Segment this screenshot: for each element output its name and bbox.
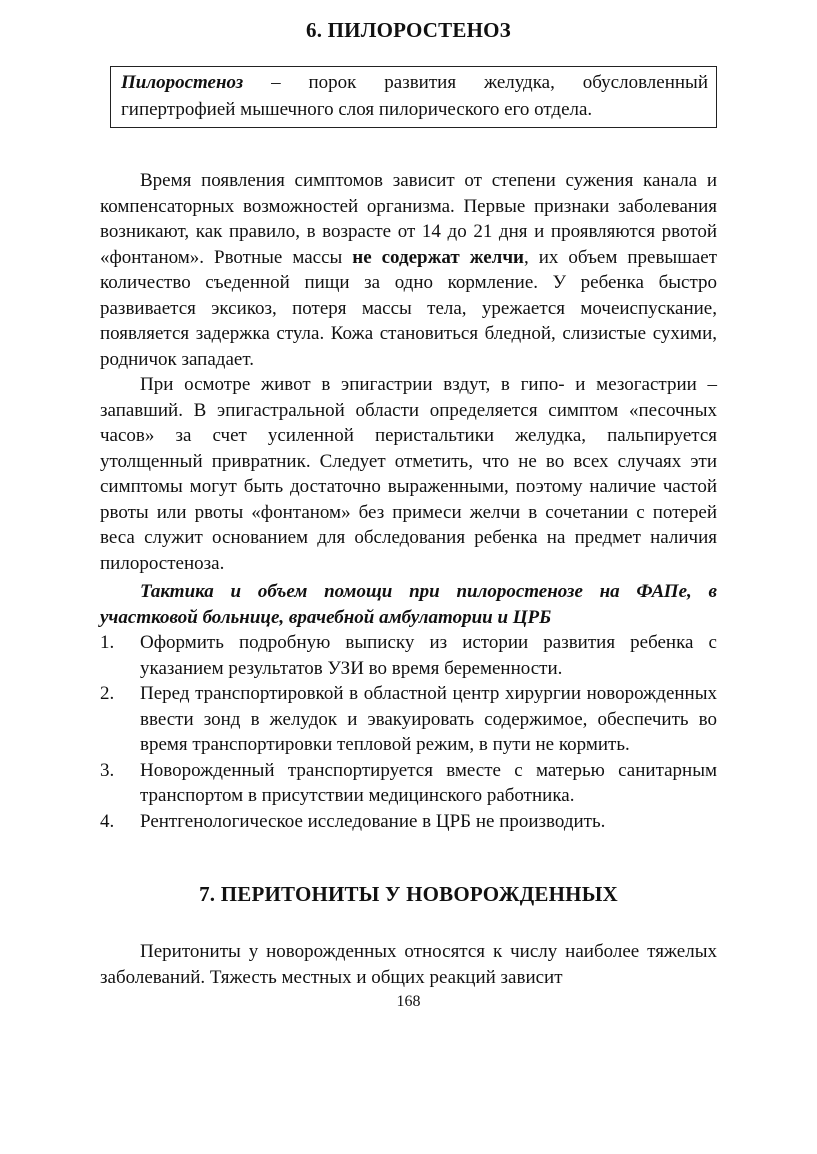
paragraph-examination: При осмотре живот в эпигастрии вздут, в гипо- и мезогастрии – запавший. В эпигастральной области определяется симптом «песочных часов» за счет усиленной перистальтики желудка, пальпируется утолщенный привратник. Следует отметить, что не во всех случаях эти симптомы могут быть достаточно выраженными, поэтому наличие частой рвоты или рвоты «фонтаном» без примеси желчи в сочетании с потерей веса служит основанием для обследования ребенка на предмет наличия пилоростеноза. — [100, 374, 717, 574]
document-page — [100, 18, 717, 1011]
list-item — [100, 758, 717, 809]
list-item — [100, 630, 717, 681]
list-item-text: Новорожденный транспортируется вместе с матерью санитарным транспортом в присутствии медицинского работника. — [140, 759, 717, 806]
list-item-number: 4. — [100, 810, 115, 832]
definition-box — [110, 66, 717, 128]
section-7-title: 7. ПЕРИТОНИТЫ У НОВОРОЖДЕННЫХ — [199, 882, 618, 906]
definition-text: – порок развития желудка, обусловленный гипертрофией мышечного слоя пилорического его отдела. — [121, 72, 708, 120]
list-item — [100, 809, 717, 835]
paragraph-symptoms-part1: Время появления симптомов зависит от степени сужения канала и компенсаторных возможностей организма. Первые признаки заболевания возникают, как правило, в возрасте от 14 до 21 дня и проявляются рвотой «фонтаном». Рвотные массы — [100, 170, 717, 268]
list-item-number: 2. — [100, 683, 115, 704]
list-item-number: 3. — [100, 759, 115, 781]
page-number: 168 — [396, 993, 421, 1010]
list-item-text: Оформить подробную выписку из истории развития ребенка с указанием результатов УЗИ во время беременности. — [140, 632, 717, 679]
list-item-number: 1. — [100, 632, 115, 653]
paragraph-peritonitis: Перитониты у новорожденных относятся к числу наиболее тяжелых заболеваний. Тяжесть местных и общих реакций зависит — [100, 941, 717, 988]
paragraph-symptoms-part2: , их объем превышает количество съеденной пищи за одно кормление. У ребенка быстро развивается эксикоз, потеря массы тела, урежается мочеиспускание, появляется задержка стула. Кожа становиться бледной, слизистые сухими, родничок западает. — [100, 246, 717, 370]
tactic-heading: Тактика и объем помощи при пилоростенозе на ФАПе, в участковой больнице, врачебной амбулатории и ЦРБ — [100, 581, 717, 628]
list-item-text: Перед транспортировкой в областной центр хирургии новорожденных ввести зонд в желудок и эвакуировать содержимое, обеспечить во время транспортировки тепловой режим, в пути не кормить. — [140, 683, 717, 755]
paragraph-symptoms-bold: не содержат желчи — [352, 246, 525, 268]
list-item-text: Рентгенологическое исследование в ЦРБ не производить. — [140, 810, 606, 832]
section-6-title: 6. ПИЛОРОСТЕНОЗ — [306, 18, 511, 42]
tactic-list — [100, 630, 717, 834]
definition-term: Пилоростеноз — [121, 72, 244, 93]
paragraph-symptoms — [100, 168, 717, 372]
list-item — [100, 681, 717, 758]
